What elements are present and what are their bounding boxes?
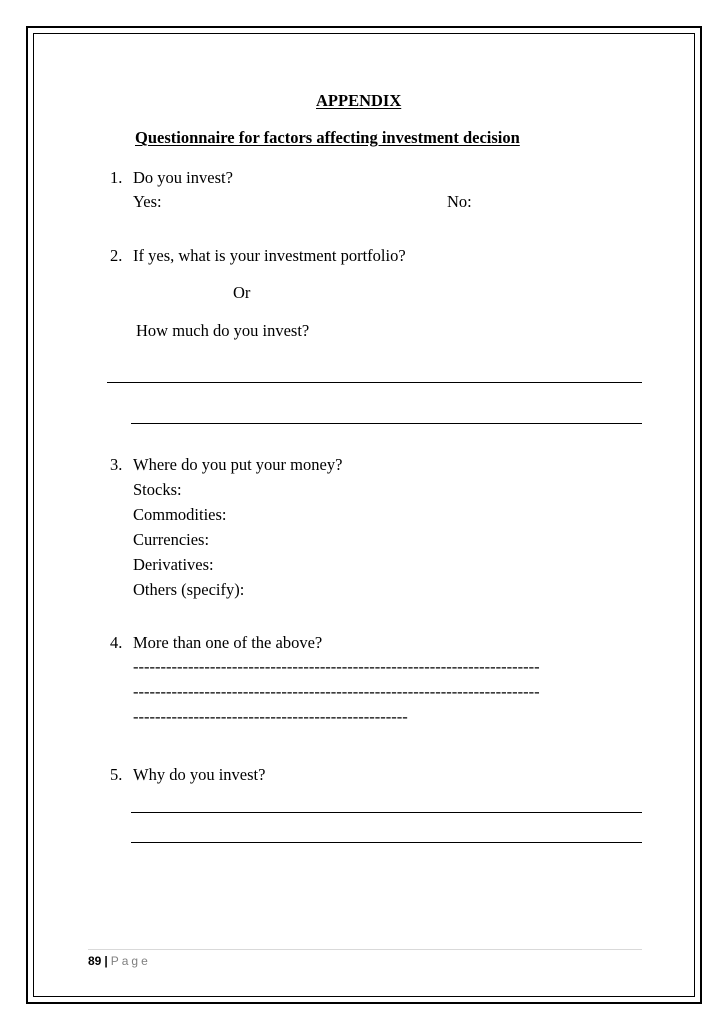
q5-answer-line-1[interactable] xyxy=(131,812,642,813)
q5-number: 5. xyxy=(110,765,123,784)
footer-rule xyxy=(88,949,642,950)
q4-dash-line-1[interactable]: -------------------------------------------------------------------------- xyxy=(133,657,540,676)
q2-or-label: Or xyxy=(233,283,251,302)
q3-option-others: Others (specify): xyxy=(133,580,245,599)
footer-separator: | xyxy=(104,954,108,968)
q4-number: 4. xyxy=(110,633,123,652)
q3-option-stocks: Stocks: xyxy=(133,480,182,499)
page-title: APPENDIX xyxy=(316,91,402,110)
q3-text: Where do you put your money? xyxy=(133,455,343,474)
q3-option-currencies: Currencies: xyxy=(133,530,210,549)
q3-number: 3. xyxy=(110,455,123,474)
q1-number: 1. xyxy=(110,168,123,187)
page-footer xyxy=(88,953,151,969)
q5-text: Why do you invest? xyxy=(133,765,266,784)
page-label: Page xyxy=(110,954,151,968)
q2-answer-line-1[interactable] xyxy=(107,382,642,383)
q1-yes-label: Yes: xyxy=(133,192,162,211)
q4-text: More than one of the above? xyxy=(133,633,323,652)
q2-text: If yes, what is your investment portfolio? xyxy=(133,246,406,265)
questionnaire-subtitle: Questionnaire for factors affecting investment decision xyxy=(135,128,520,147)
q1-no-label: No: xyxy=(447,192,472,211)
q4-dash-line-2[interactable]: -------------------------------------------------------------------------- xyxy=(133,682,540,701)
q2-answer-line-2[interactable] xyxy=(131,423,642,424)
q5-answer-line-2[interactable] xyxy=(131,842,642,843)
q3-option-commodities: Commodities: xyxy=(133,505,227,524)
q1-text: Do you invest? xyxy=(133,168,233,187)
q2-number: 2. xyxy=(110,246,123,265)
q4-dash-line-3[interactable]: -------------------------------------------------- xyxy=(133,707,408,726)
q3-option-derivatives: Derivatives: xyxy=(133,555,214,574)
q2-alt-text: How much do you invest? xyxy=(136,321,310,340)
page-number: 89 xyxy=(88,954,102,968)
